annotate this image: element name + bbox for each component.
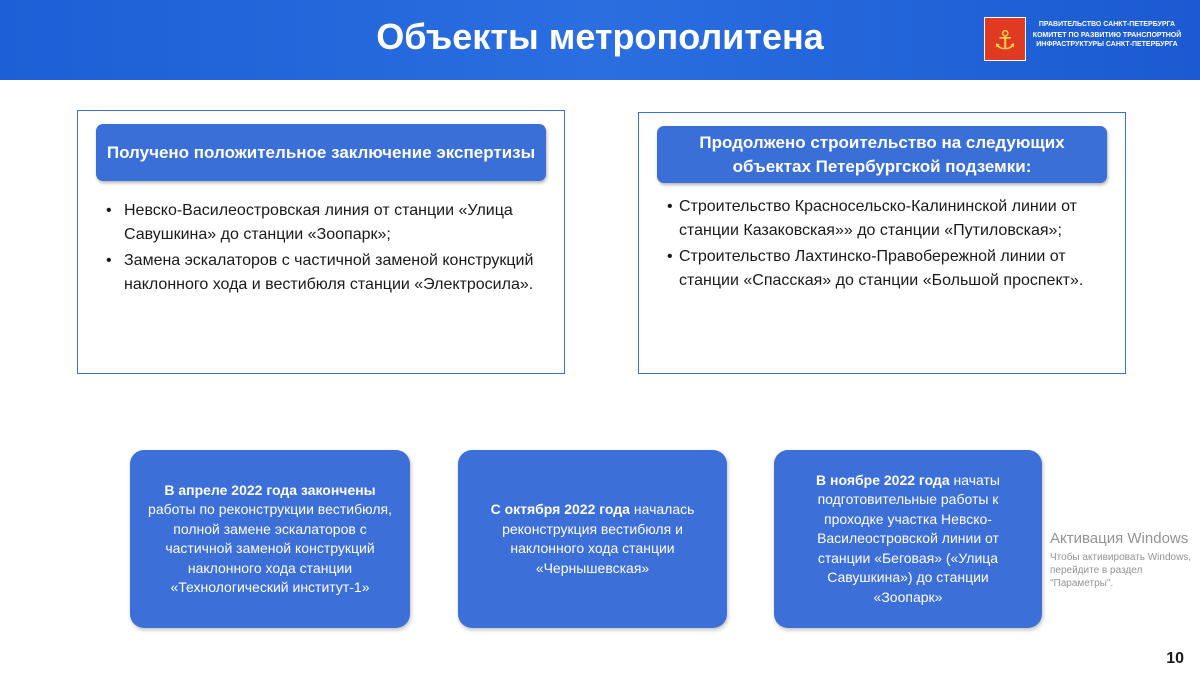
left-panel: [77, 110, 565, 374]
list-item: • Строительство Красносельско-Калининской линии от станции Казаковская»» до станции «Путиловская»;: [657, 195, 1107, 243]
left-panel-heading: Получено положительное заключение экспертизы: [96, 124, 546, 181]
card-date: В ноябре 2022 года: [816, 471, 950, 488]
list-item: • Невско-Василеостровская линия от станции «Улица Савушкина» до станции «Зоопарк»;: [96, 199, 546, 247]
coat-of-arms-icon: ⚓: [984, 17, 1026, 61]
org-line-1: ПРАВИТЕЛЬСТВО САНКТ-ПЕТЕРБУРГА: [1038, 21, 1176, 28]
right-panel-list: [657, 195, 1107, 295]
list-item: • Строительство Лахтинско-Правобережной линии от станции «Спасская» до станции «Большой проспект».: [657, 245, 1107, 293]
watermark-title: Активация Windows: [1050, 530, 1189, 547]
card-date: В апреле 2022 года закончены: [164, 481, 376, 498]
left-panel-list: [96, 199, 546, 299]
info-card-april-2022: [130, 450, 410, 628]
right-panel: [638, 112, 1126, 374]
windows-activation-watermark: [1050, 530, 1195, 590]
card-text: начаты подготовительные работы к проходке участка Невско-Василеостровской линии от станции «Беговая» («Улица Савушкина») до станции «Зоопарк»: [817, 471, 1000, 605]
page-title: Объекты метрополитена: [376, 16, 824, 57]
right-panel-heading: Продолжено строительство на следующих объектах Петербургской подземки:: [657, 126, 1107, 183]
info-card-october-2022: [458, 450, 727, 628]
page-number: 10: [1166, 650, 1184, 667]
organization-name: [1032, 20, 1182, 49]
card-text: работы по реконструкции вестибюля, полной замене эскалаторов с частичной заменой конструкций наклонного хода станции «Технологический институт-1»: [148, 501, 392, 595]
info-card-november-2022: [774, 450, 1042, 628]
list-item: • Замена эскалаторов с частичной заменой конструкций наклонного хода и вестибюля станции «Электросила».: [96, 249, 546, 297]
watermark-text: Чтобы активировать Windows, перейдите в раздел "Параметры".: [1050, 552, 1192, 589]
card-text: началась реконструкция вестибюля и наклонного хода станции «Чернышевская»: [502, 501, 695, 576]
org-line-2: КОМИТЕТ ПО РАЗВИТИЮ ТРАНСПОРТНОЙ ИНФРАСТРУКТУРЫ САНКТ-ПЕТЕРБУРГА: [1032, 32, 1182, 48]
card-date: С октября 2022 года: [490, 501, 630, 517]
